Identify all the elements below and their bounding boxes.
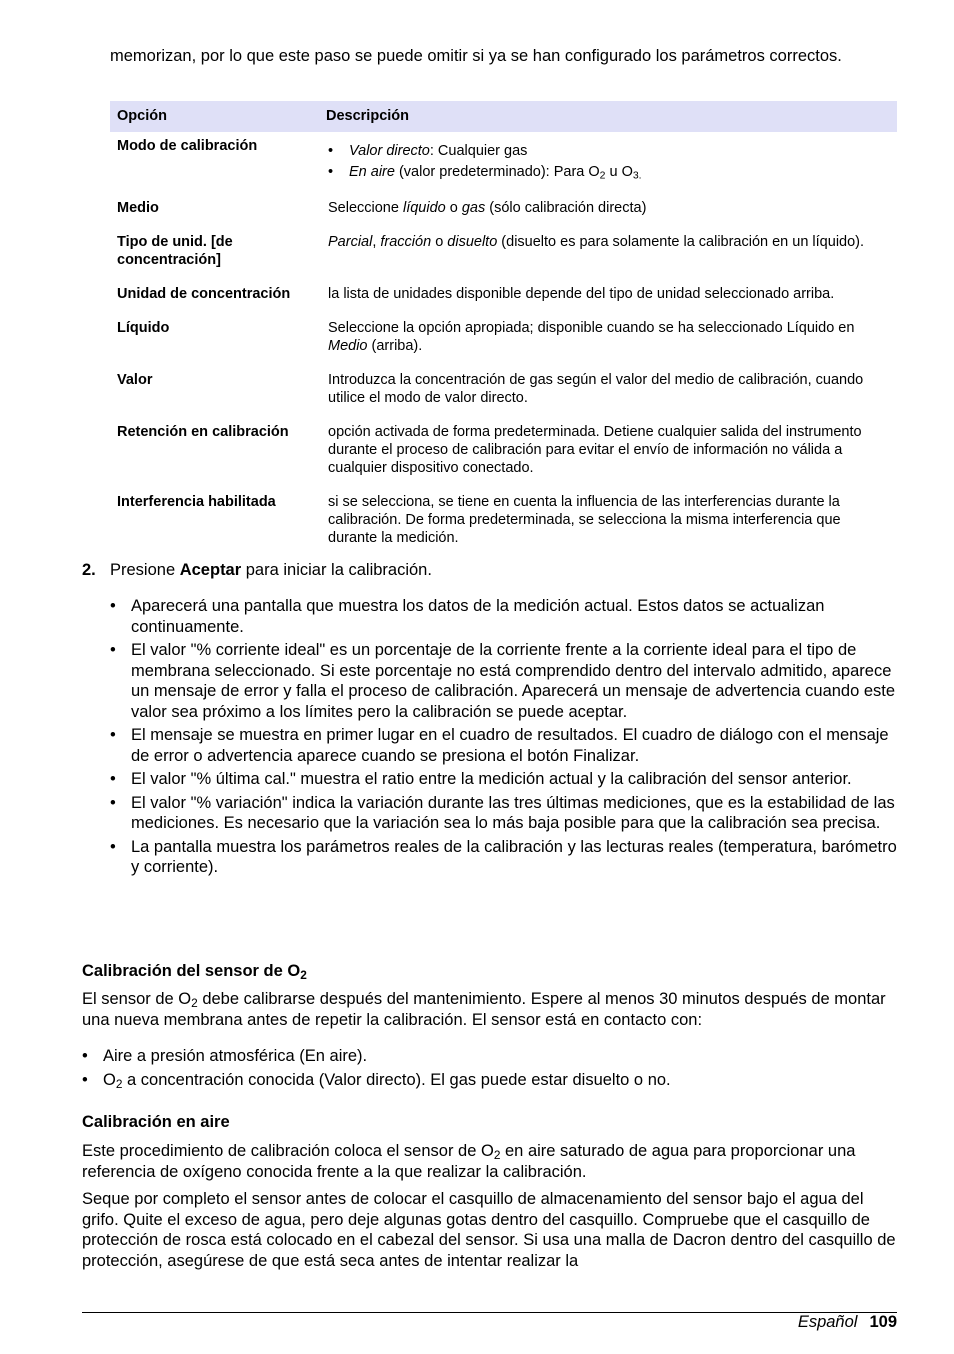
table-row xyxy=(110,194,897,228)
option-cell: Valor xyxy=(117,372,153,388)
list-item: • Valor directo: Cualquier gas xyxy=(328,141,890,162)
description-cell: Introduzca la concentración de gas según el valor del medio de calibración, cuando utilice el modo de valor directo. xyxy=(328,372,864,406)
list-item: • Aparecerá una pantalla que muestra los datos de la medición actual. Estos datos se actualizan continuamente. xyxy=(110,596,900,637)
o2-paragraph: El sensor de $O_2$ debe calibrarse después del mantenimiento. Espere al menos 30 minutos después de montar una nueva membrana antes de repetir la calibración. El sensor está en contacto con: xyxy=(82,990,886,1029)
intro-paragraph: memorizan, por lo que este paso se puede omitir si ya se han configurado los parámetros correctos. xyxy=(110,47,842,65)
description-cell: si se selecciona, se tiene en cuenta la influencia de las interferencias durante la calibración. De forma predeterminada, se selecciona la misma interferencia que durante la medición. xyxy=(328,494,841,546)
list-item: • El valor "% última cal." muestra el ratio entre la medición actual y la calibración del sensor anterior. xyxy=(110,769,900,790)
step-number: 2. xyxy=(82,561,96,579)
description-cell: Parcial, fracción o disuelto (disuelto es para solamente la calibración en un líquido). xyxy=(328,234,865,250)
description-cell: Seleccione la opción apropiada; disponible cuando se ha seleccionado Líquido en Medio (arriba). xyxy=(328,320,855,354)
list-item: • El mensaje se muestra en primer lugar en el cuadro de resultados. El cuadro de diálogo con el mensaje de error o advertencia aparece cuando se presiona el botón Finalizar. xyxy=(110,725,900,766)
header-option: Opción xyxy=(110,101,319,132)
table-header-row xyxy=(110,101,897,132)
footer-divider xyxy=(82,1312,897,1313)
list-item: • El valor "% variación" indica la variación durante las tres últimas mediciones, que es la estabilidad de las mediciones. Es necesario que la variación sea lo más baja posible para que la calibración sea precisa. xyxy=(110,793,900,834)
step-2-bullets xyxy=(110,596,900,881)
table-row xyxy=(110,314,897,366)
air-paragraph-1: Este procedimiento de calibración coloca el sensor de $O_2$ en aire saturado de agua para proporcionar una referencia de oxígeno conocida frente a la que realizar la calibración. xyxy=(82,1142,856,1181)
description-cell xyxy=(319,132,897,194)
option-cell: Medio xyxy=(117,200,159,216)
option-cell: Interferencia habilitada xyxy=(117,494,276,510)
table-row xyxy=(110,132,897,194)
o2-contact-list xyxy=(82,1046,882,1093)
option-cell: Líquido xyxy=(117,320,170,336)
option-cell: Tipo de unid. [de concentración] xyxy=(117,234,233,268)
air-paragraph-2: Seque por completo el sensor antes de colocar el casquillo de almacenamiento del sensor bajo el agua del grifo. Quite el exceso de agua, pero deje algunas gotas dentro del casquillo. Compruebe que el casquillo de protección de rosca está colocado en el cabezal del sensor. Si usa una malla de Dacron dentro del casquillo de protección, asegúrese de que está seca antes de intentar realizar la xyxy=(82,1190,896,1270)
description-cell: la lista de unidades disponible depende del tipo de unidad seleccionado arriba. xyxy=(328,286,835,302)
table-row xyxy=(110,280,897,314)
table-row xyxy=(110,228,897,280)
list-item: • Aire a presión atmosférica (En aire). xyxy=(82,1046,882,1067)
options-table xyxy=(110,101,897,558)
description-cell: Seleccione líquido o gas (sólo calibración directa) xyxy=(328,200,647,216)
list-item: • La pantalla muestra los parámetros reales de la calibración y las lecturas reales (temperatura, barómetro y corriente). xyxy=(110,837,900,878)
table-row xyxy=(110,418,897,488)
table-row xyxy=(110,366,897,418)
option-cell: Unidad de concentración xyxy=(117,286,291,302)
list-item: • El valor "% corriente ideal" es un porcentaje de la corriente frente a la corriente ideal para el tipo de membrana seleccionado. Si este porcentaje no está comprendido dentro del intervalo admitido, aparece un mensaje de error y falla el proceso de calibración. Aparecerá un mensaje de advertencia cuando este valor sea próximo a los límites pero la calibración se puede aceptar. xyxy=(110,640,900,722)
accept-keyword: Aceptar xyxy=(179,561,242,579)
header-description: Descripción xyxy=(319,101,897,132)
list-item: • $O_2$ a concentración conocida (Valor directo). El gas puede estar disuelto o no. xyxy=(82,1070,882,1091)
option-cell: Retención en calibración xyxy=(117,424,289,440)
list-item: • En aire (valor predeterminado): Para $O_2$ u $O_{3.}$ xyxy=(328,162,890,183)
page-number: 109 xyxy=(869,1313,897,1331)
section-heading-air: Calibración en aire xyxy=(82,1113,230,1131)
step-2: 2. Presione Aceptar para iniciar la calibración. xyxy=(82,561,432,579)
footer-language: Español xyxy=(797,1313,858,1331)
mode-list xyxy=(328,141,890,183)
option-cell: Modo de calibración xyxy=(117,138,258,154)
page-footer xyxy=(798,1313,897,1332)
section-heading-o2: Calibración del sensor de $O_2$ xyxy=(82,962,307,982)
description-cell: opción activada de forma predeterminada. Detiene cualquier salida del instrumento durante el proceso de calibración para evitar el envío de información no válida a cualquier dispositivo conectado. xyxy=(328,424,862,476)
table-row xyxy=(110,488,897,558)
